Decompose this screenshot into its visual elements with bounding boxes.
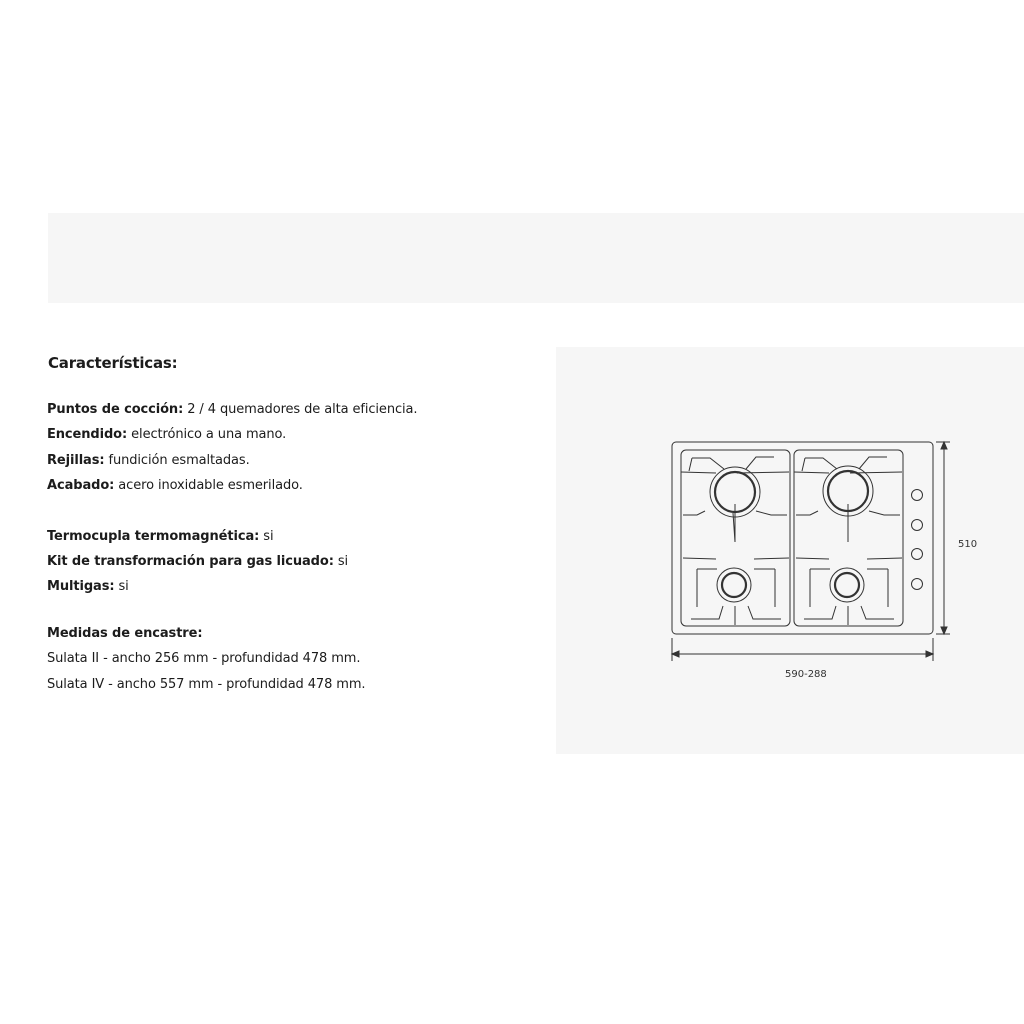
knob-1 <box>912 490 923 501</box>
height-dimension-line <box>936 442 950 634</box>
specifications-panel <box>47 354 547 697</box>
option-value: si <box>333 554 349 570</box>
option-value: si <box>259 528 274 544</box>
measures-title: Medidas de encastre: <box>47 625 203 641</box>
feature-value: fundición esmaltadas. <box>104 452 250 468</box>
option-lpg-kit <box>47 549 547 574</box>
feature-value: electrónico a una mano. <box>127 427 287 443</box>
feature-label: Rejillas: <box>47 452 105 468</box>
option-value: si <box>114 579 129 595</box>
width-label: 590-288 <box>785 669 827 680</box>
measure-line-sulata-ii: Sulata II - ancho 256 mm - profundidad 478 mm. <box>47 651 361 667</box>
knob-3 <box>912 549 923 560</box>
characteristics-heading: Características: <box>48 354 178 372</box>
knob-2 <box>912 520 923 531</box>
feature-label: Puntos de cocción: <box>47 402 184 417</box>
feature-value: acero inoxidable esmerilado. <box>114 478 303 494</box>
height-label: 510 <box>958 539 978 550</box>
option-label: Termocupla termomagnética: <box>47 528 260 544</box>
option-multigas <box>47 574 547 599</box>
width-dimension-line <box>672 638 933 661</box>
option-thermocouple <box>47 524 547 549</box>
feature-label: Encendido: <box>47 427 128 443</box>
measure-line-sulata-iv: Sulata IV - ancho 557 mm - profundidad 478 mm. <box>47 676 366 692</box>
cooktop-schematic <box>556 347 1024 754</box>
feature-cooking-points <box>47 397 547 422</box>
feature-value: 2 / 4 quemadores de alta eficiencia. <box>183 402 418 417</box>
cooktop-drawing <box>556 347 1024 754</box>
option-label: Multigas: <box>47 579 115 595</box>
knob-4 <box>912 579 923 590</box>
feature-grates <box>47 448 547 473</box>
feature-label: Acabado: <box>47 478 115 494</box>
feature-ignition <box>47 422 547 447</box>
feature-finish <box>47 473 547 498</box>
option-label: Kit de transformación para gas licuado: <box>47 554 334 570</box>
top-banner <box>48 213 1024 303</box>
